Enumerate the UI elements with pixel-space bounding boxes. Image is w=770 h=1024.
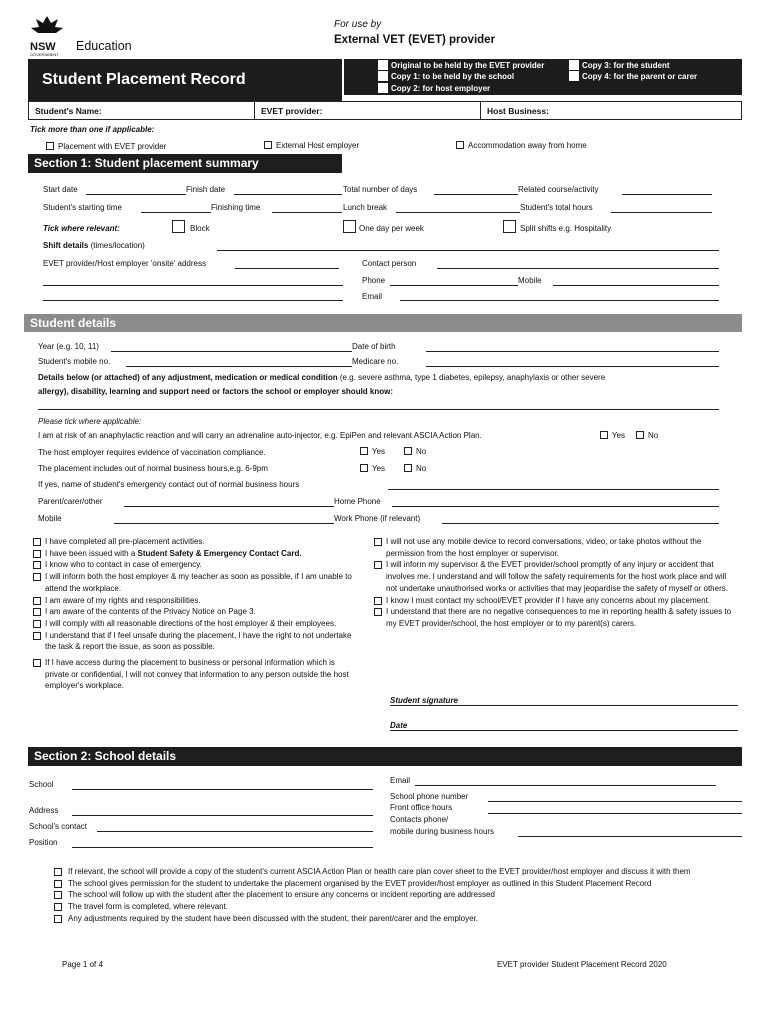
dob-label: Date of birth — [352, 342, 396, 351]
declaration-item[interactable]: I have completed all pre-placement activities. — [33, 536, 358, 548]
school-note[interactable]: Any adjustments required by the student have been discussed with the student, their parent/carer and the employer. — [54, 913, 724, 925]
finishing-time-label: Finishing time — [211, 203, 261, 212]
declaration-item[interactable]: I know who to contact in case of emergency. — [33, 559, 358, 571]
evet-provider-field[interactable]: EVET provider: — [255, 102, 481, 119]
anaphylactic-yes[interactable]: Yes — [600, 431, 625, 440]
emergency-contact-label: If yes, name of student's emergency contact out of normal business hours — [38, 480, 300, 489]
option-accommodation[interactable]: Accommodation away from home — [456, 141, 587, 150]
school-email-input[interactable] — [415, 785, 716, 786]
email-input[interactable] — [400, 300, 719, 301]
copy-4: Copy 4: for the parent or carer — [569, 71, 697, 81]
for-use-by: For use by — [334, 19, 382, 30]
school-input[interactable] — [72, 789, 373, 790]
medicare-label: Medicare no. — [352, 357, 399, 366]
checkbox-icon[interactable] — [264, 141, 272, 149]
checkbox-icon[interactable] — [378, 71, 388, 81]
date-input[interactable] — [390, 730, 738, 731]
mobile-label: Mobile — [518, 276, 542, 285]
checkbox-icon[interactable] — [54, 903, 62, 911]
school-phone-input[interactable] — [488, 801, 742, 802]
starting-time-label: Student's starting time — [43, 203, 122, 212]
onsite-address-line2[interactable] — [43, 285, 343, 286]
school-label: School — [29, 780, 54, 789]
checkbox-icon[interactable] — [636, 431, 644, 439]
block-checkbox[interactable] — [172, 220, 185, 233]
medicare-input[interactable] — [426, 366, 719, 367]
year-input[interactable] — [111, 351, 352, 352]
provider-heading: External VET (EVET) provider — [334, 34, 496, 46]
starting-time-input[interactable] — [141, 212, 211, 213]
split-shifts-checkbox[interactable] — [503, 220, 516, 233]
email-label: Email — [362, 292, 383, 301]
department-name: Education — [76, 39, 132, 53]
declarations-left — [33, 536, 358, 692]
phone-label: Phone — [362, 276, 386, 285]
work-phone-label: Work Phone (if relevant) — [334, 514, 421, 523]
vaccination-no[interactable]: No — [404, 447, 426, 456]
out-of-hours-no[interactable]: No — [404, 464, 426, 473]
checkbox-icon[interactable] — [46, 142, 54, 150]
checkbox-icon[interactable] — [33, 632, 41, 640]
checkbox-icon[interactable] — [374, 561, 382, 569]
copy-original: Original to be held by the EVET provider — [378, 60, 544, 70]
parent-carer-label: Parent/carer/other — [38, 497, 103, 506]
form-title: Student Placement Record — [42, 71, 246, 88]
declaration-item[interactable]: I understand that there are no negative consequences to me in reporting health & safety issues to my EVET provider/school, the host employer or to my parent(s) carers. — [374, 606, 732, 629]
shift-details-input[interactable] — [217, 250, 719, 251]
form-title-bar — [28, 59, 342, 101]
school-note[interactable]: The school will follow up with the student after the placement to ensure any concerns or incident reporting are addressed — [54, 889, 724, 901]
checkbox-icon[interactable] — [374, 597, 382, 605]
total-hours-label: Student's total hours — [520, 203, 593, 212]
logo-text: NSW — [30, 41, 56, 53]
position-input[interactable] — [72, 847, 373, 848]
checkbox-icon[interactable] — [33, 550, 41, 558]
finishing-time-input[interactable] — [272, 212, 342, 213]
shift-details-label: Shift details (times/location) — [43, 241, 145, 250]
declaration-item[interactable]: If I have access during the placement to business or personal information which is private or confidential, I will not convey that information to any person outside the host employer's workplace. — [33, 657, 358, 692]
split-shifts-label: Split shifts e.g. Hospitality — [520, 224, 612, 233]
checkbox-icon[interactable] — [33, 608, 41, 616]
logo-sub: GOVERNMENT — [30, 52, 59, 57]
address-label: Address — [29, 806, 59, 815]
school-contact-input[interactable] — [97, 831, 373, 832]
school-note[interactable]: The school gives permission for the student to undertake the placement organised by the EVET provider/host employer as outlined in this Student Placement Record — [54, 878, 724, 890]
contact-person-input[interactable] — [437, 268, 719, 269]
host-business-field[interactable]: Host Business: — [487, 106, 549, 116]
checkbox-icon[interactable] — [54, 868, 62, 876]
mobile-business-input[interactable] — [518, 836, 742, 837]
start-date-label: Start date — [43, 185, 78, 194]
position-label: Position — [29, 838, 58, 847]
home-phone-input[interactable] — [392, 506, 719, 507]
checkbox-icon[interactable] — [360, 447, 368, 455]
dob-input[interactable] — [426, 351, 719, 352]
parent-carer-input[interactable] — [124, 506, 334, 507]
vaccination-yes[interactable]: Yes — [360, 447, 385, 456]
onsite-address-line3[interactable] — [43, 300, 343, 301]
home-phone-label: Home Phone — [334, 497, 381, 506]
contact-person-label: Contact person — [362, 259, 417, 268]
page-number: Page 1 of 4 — [62, 960, 103, 969]
mobile-business-label: mobile during business hours — [390, 827, 495, 836]
checkbox-icon[interactable] — [404, 464, 412, 472]
date-label: Date — [390, 721, 408, 730]
lunch-break-input[interactable] — [396, 212, 520, 213]
mobile-no-label: Student's mobile no. — [38, 357, 111, 366]
tick-note: Tick more than one if applicable: — [30, 125, 155, 134]
student-signature-label: Student signature — [390, 696, 459, 705]
declaration-item[interactable]: I will inform both the host employer & my teacher as soon as possible, if I am unable to attend the workplace. — [33, 571, 358, 594]
checkbox-icon[interactable] — [600, 431, 608, 439]
related-course-label: Related course/activity — [518, 185, 599, 194]
emergency-contact-input[interactable] — [388, 489, 719, 490]
mobile-2-label: Mobile — [38, 514, 62, 523]
one-day-checkbox[interactable] — [343, 220, 356, 233]
document-name: EVET provider Student Placement Record 2020 — [497, 960, 667, 969]
checkbox-icon[interactable] — [33, 573, 41, 581]
start-date-input[interactable] — [86, 194, 186, 195]
lunch-break-label: Lunch break — [343, 203, 388, 212]
total-hours-input[interactable] — [611, 212, 712, 213]
copies-bar — [344, 59, 742, 95]
phone-input[interactable] — [390, 285, 518, 286]
checkbox-icon[interactable] — [33, 561, 41, 569]
mobile-2-input[interactable] — [114, 523, 334, 524]
details-instructions-2: allergy), disability, learning and support need or factors the school or employer should know: — [38, 387, 394, 396]
onsite-address-label: EVET provider/Host employer 'onsite' address — [43, 259, 206, 268]
checkbox-icon[interactable] — [33, 659, 41, 667]
section1-title: Section 1: Student placement summary — [28, 154, 342, 173]
finish-date-input[interactable] — [234, 194, 342, 195]
checkbox-icon[interactable] — [569, 71, 579, 81]
mobile-input[interactable] — [553, 285, 719, 286]
tick-where-relevant: Tick where relevant: — [43, 224, 120, 233]
onsite-address-input[interactable] — [235, 268, 339, 269]
student-details-title: Student details — [24, 314, 742, 332]
checkbox-icon[interactable] — [374, 538, 382, 546]
student-name-field[interactable]: Student's Name: — [29, 102, 255, 119]
section2-title: Section 2: School details — [28, 747, 742, 766]
checkbox-icon[interactable] — [54, 915, 62, 923]
declaration-item[interactable]: I will not use any mobile device to record conversations, video, or take photos without the permission from the host employer or supervisor. — [374, 536, 732, 559]
option-evet-provider[interactable]: Placement with EVET provider — [46, 142, 166, 151]
details-instructions: Details below (or attached) of any adjustment, medication or medical condition (e.g. severe asthma, type 1 diabetes, epilepsy, anaphylaxis or other severe — [38, 373, 606, 382]
student-signature-input[interactable] — [390, 705, 738, 706]
copy-1: Copy 1: to be held by the school — [378, 71, 514, 81]
checkbox-icon[interactable] — [33, 597, 41, 605]
school-note[interactable]: The travel form is completed, where relevant. — [54, 901, 724, 913]
anaphylactic-label: I am at risk of an anaphylactic reaction and will carry an adrenaline auto-injector, e.g. EpiPen and relevant ASCIA Action Plan. — [38, 431, 482, 440]
checkbox-icon[interactable] — [374, 608, 382, 616]
out-of-hours-label: The placement includes out of normal business hours,e.g. 6-9pm — [38, 464, 268, 473]
checkbox-icon[interactable] — [378, 83, 388, 93]
finish-date-label: Finish date — [186, 185, 226, 194]
total-days-label: Total number of days — [343, 185, 418, 194]
anaphylactic-no[interactable]: No — [636, 431, 658, 440]
checkbox-icon[interactable] — [404, 447, 412, 455]
declaration-item[interactable]: I know I must contact my school/EVET provider if I have any concerns about my placement. — [374, 595, 732, 607]
school-email-label: Email — [390, 776, 411, 785]
vaccination-label: The host employer requires evidence of vaccination compliance. — [38, 448, 266, 457]
school-notes — [54, 866, 724, 925]
contacts-phone-label: Contacts phone/ — [390, 815, 449, 824]
checkbox-icon[interactable] — [54, 880, 62, 888]
declaration-item[interactable]: I will comply with all reasonable directions of the host employer & their employees. — [33, 618, 358, 630]
checkbox-icon[interactable] — [378, 60, 388, 70]
waratah-icon — [28, 14, 66, 40]
declaration-item[interactable]: I understand that if I feel unsafe during the placement, I have the right to not undertake the task & report the issue, as soon as possible. — [33, 630, 358, 653]
mobile-no-input[interactable] — [126, 366, 352, 367]
safety-card-text: Student Safety & Emergency Contact Card. — [137, 548, 302, 558]
total-days-input[interactable] — [434, 194, 518, 195]
related-course-input[interactable] — [622, 194, 712, 195]
checkbox-icon[interactable] — [360, 464, 368, 472]
school-note[interactable]: If relevant, the school will provide a copy of the student's current ASCIA Action Plan or health care plan cover sheet to the EVET provider/host employer and discuss it with them — [54, 866, 724, 878]
declaration-item[interactable]: I am aware of the contents of the Privacy Notice on Page 3. — [33, 606, 358, 618]
school-contact-label: School's contact — [29, 822, 88, 831]
checkbox-icon[interactable] — [456, 141, 464, 149]
work-phone-input[interactable] — [442, 523, 719, 524]
front-office-input[interactable] — [488, 813, 742, 814]
block-label: Block — [190, 224, 210, 233]
nsw-logo — [28, 14, 68, 57]
checkbox-icon[interactable] — [54, 891, 62, 899]
year-label: Year (e.g. 10, 11) — [38, 342, 99, 351]
copy-3: Copy 3: for the student — [569, 60, 670, 70]
copy-2: Copy 2: for host employer — [378, 83, 490, 93]
checkbox-icon[interactable] — [33, 538, 41, 546]
info-row — [28, 101, 742, 120]
declaration-item[interactable]: I will inform my supervisor & the EVET provider/school promptly of any injury or accident that involves me. I understand and will follow the safety requirements for the host work place and will not undertake unauthorised works or activities that may jeopardise the safety of myself or others. — [374, 559, 732, 594]
declaration-item[interactable]: I am aware of my rights and responsibilities. — [33, 595, 358, 607]
option-external-host[interactable]: External Host employer — [264, 141, 359, 150]
address-input[interactable] — [72, 815, 373, 816]
out-of-hours-yes[interactable]: Yes — [360, 464, 385, 473]
details-input[interactable] — [38, 409, 719, 410]
declaration-item[interactable]: I have been issued with a Student Safety & Emergency Contact Card. — [33, 548, 358, 560]
checkbox-icon[interactable] — [569, 60, 579, 70]
checkbox-icon[interactable] — [33, 620, 41, 628]
school-phone-label: School phone number — [390, 792, 469, 801]
please-tick: Please tick where applicable: — [38, 417, 142, 426]
one-day-label: One day per week — [359, 224, 424, 233]
declarations-right — [374, 536, 732, 630]
front-office-label: Front office hours — [390, 803, 453, 812]
